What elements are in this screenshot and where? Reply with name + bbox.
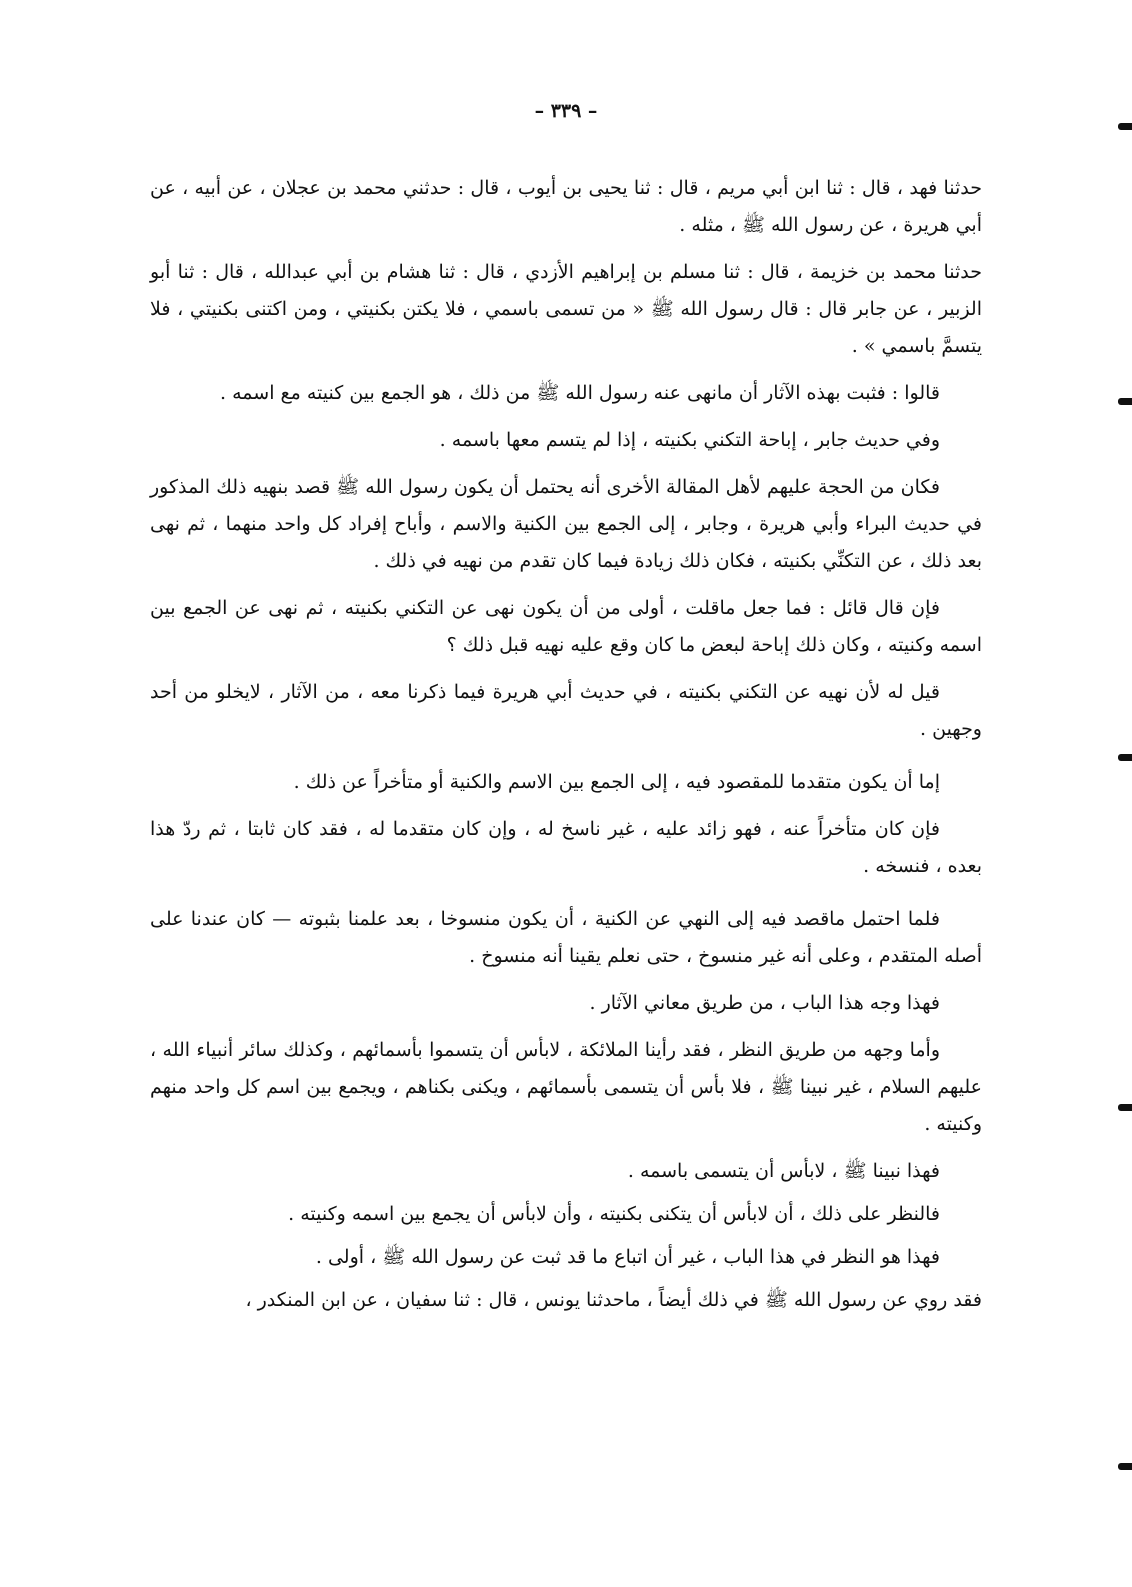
- paragraph-1: حدثنا فهد ، قال : ثنا ابن أبي مريم ، قال : ثنا يحيى بن أيوب ، قال : حدثني محمد بن عجلان ، عن أبيه ، عن أبي هريرة ، عن رسول الله ﷺ ، مثله .: [150, 177, 982, 236]
- paragraph-2: حدثنا محمد بن خزيمة ، قال : ثنا مسلم بن إبراهيم الأزدي ، قال : ثنا هشام بن أبي عبدالله ، قال : ثنا أبو الزبير ، عن جابر قال : قال رسول الله ﷺ « من تسمى باسمي ، فلا يكتن بكنيتي ، ومن اكتنى بكنيتي ، فلا يتسمَّ باسمي » .: [150, 261, 982, 357]
- body-text: [150, 170, 982, 1325]
- paragraph-11: فهذا وجه هذا الباب ، من طريق معاني الآثار .: [589, 992, 940, 1014]
- paragraph-14: فالنظر على ذلك ، أن لابأس أن يتكنى بكنيته ، وأن لابأس أن يجمع بين اسمه وكنيته .: [288, 1203, 940, 1225]
- paragraph-3: قالوا : فثبت بهذه الآثار أن مانهى عنه رسول الله ﷺ من ذلك ، هو الجمع بين كنيته مع اسمه .: [220, 382, 940, 404]
- paragraph-13: فهذا نبينا ﷺ ، لابأس أن يتسمى باسمه .: [627, 1160, 940, 1182]
- scan-edge-mark: [1118, 1104, 1132, 1111]
- scan-edge-mark: [1118, 398, 1132, 405]
- paragraph-4: وفي حديث جابر ، إباحة التكني بكنيته ، إذا لم يتسم معها باسمه .: [439, 429, 940, 451]
- paragraph-12: وأما وجهه من طريق النظر ، فقد رأينا الملائكة ، لابأس أن يتسموا بأسمائهم ، وكذلك سائر أنبياء الله ، عليهم السلام ، غير نبينا ﷺ ، فلا بأس أن يتسمى بأسمائهم ، ويكنى بكناهم ، ويجمع بين اسم كل واحد منهم وكنيته .: [150, 1039, 982, 1135]
- paragraph-9: فإن كان متأخراً عنه ، فهو زائد عليه ، غير ناسخ له ، وإن كان متقدما له ، فقد كان ثابتا ، ثم ردّ هذا بعده ، فنسخه .: [150, 818, 982, 877]
- scan-edge-mark: [1118, 1463, 1132, 1470]
- paragraph-6: فإن قال قائل : فما جعل ماقلت ، أولى من أن يكون نهى عن التكني بكنيته ، ثم نهى عن الجمع بين اسمه وكنيته ، وكان ذلك إباحة لبعض ما كان وقع عليه نهيه قبل ذلك ؟: [150, 597, 982, 656]
- scan-edge-mark: [1118, 754, 1132, 761]
- paragraph-8: إما أن يكون متقدما للمقصود فيه ، إلى الجمع بين الاسم والكنية أو متأخراً عن ذلك .: [293, 771, 940, 793]
- paragraph-15: فهذا هو النظر في هذا الباب ، غير أن اتباع ما قد ثبت عن رسول الله ﷺ ، أولى .: [315, 1246, 940, 1268]
- paragraph-10: فلما احتمل ماقصد فيه إلى النهي عن الكنية ، أن يكون منسوخا ، بعد علمنا بثبوته — كان عندنا على أصله المتقدم ، وعلى أنه غير منسوخ ، حتى نعلم يقينا أنه منسوخ .: [150, 908, 982, 967]
- scan-edge-mark: [1118, 123, 1132, 130]
- page-number: – ٣٣٩ –: [534, 100, 598, 122]
- paragraph-5: فكان من الحجة عليهم لأهل المقالة الأخرى أنه يحتمل أن يكون رسول الله ﷺ قصد بنهيه ذلك المذكور في حديث البراء وأبي هريرة ، وجابر ، إلى الجمع بين الكنية والاسم ، وأباح إفراد كل واحد منهما ، ثم نهى بعد ذلك ، عن التكنِّي بكنيته ، فكان ذلك زيادة فيما كان تقدم من نهيه في ذلك .: [150, 476, 982, 572]
- paragraph-7: قيل له لأن نهيه عن التكني بكنيته ، في حديث أبي هريرة فيما ذكرنا معه ، من الآثار ، لايخلو من أحد وجهين .: [150, 681, 982, 740]
- paragraph-16: فقد روي عن رسول الله ﷺ في ذلك أيضاً ، ماحدثنا يونس ، قال : ثنا سفيان ، عن ابن المنكدر ،: [245, 1289, 982, 1311]
